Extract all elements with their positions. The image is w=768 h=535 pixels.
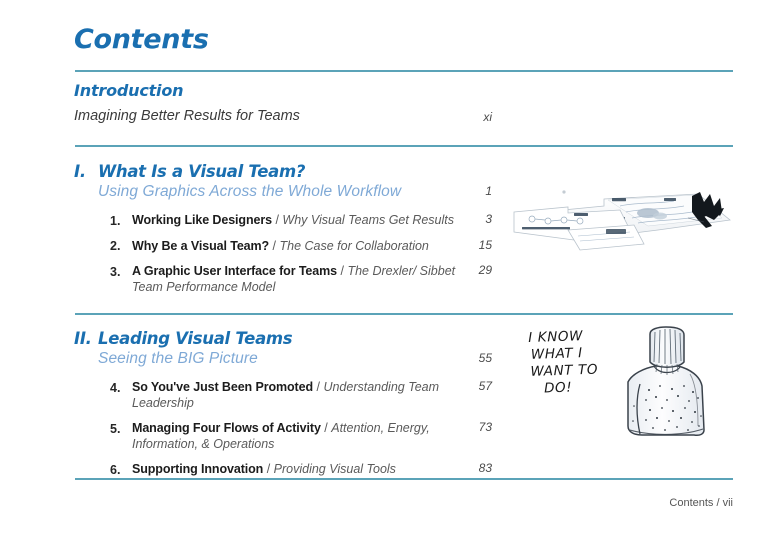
chapter-separator: / bbox=[337, 264, 348, 278]
chapter-separator: / bbox=[313, 380, 324, 394]
part-two-number: II. bbox=[74, 329, 92, 348]
chapter-number: 1. bbox=[110, 213, 121, 228]
chapter-number: 6. bbox=[110, 462, 121, 477]
chapter-title: Managing Four Flows of Activity bbox=[132, 421, 321, 435]
part-two-page-number: 55 bbox=[478, 351, 492, 365]
chapter-text bbox=[132, 379, 470, 411]
part-section-two bbox=[74, 329, 504, 487]
chapter-entry[interactable] bbox=[110, 379, 492, 411]
page-title: Contents bbox=[74, 24, 209, 55]
chapter-entry[interactable] bbox=[110, 237, 492, 255]
chapter-number: 3. bbox=[110, 264, 121, 279]
chapter-page-number: 15 bbox=[478, 237, 492, 252]
page-footer: Contents / vii bbox=[669, 497, 733, 509]
part-two-title: Leading Visual Teams bbox=[98, 329, 293, 348]
chapter-subtitle: The Case for Collaboration bbox=[279, 238, 429, 253]
chapter-page-number: 29 bbox=[478, 263, 492, 277]
chapter-separator: / bbox=[269, 238, 280, 253]
chapter-page-number: 83 bbox=[478, 461, 492, 475]
chapter-text bbox=[132, 238, 470, 254]
chapter-entry[interactable] bbox=[110, 461, 492, 478]
chapter-subtitle: Attention, Energy, Information, & Operations bbox=[132, 421, 430, 451]
chapter-page-number: 3 bbox=[485, 212, 492, 226]
stacked-chart-sheets-photo bbox=[508, 186, 738, 266]
chapter-page-number: 73 bbox=[478, 420, 492, 434]
part-one-title: What Is a Visual Team? bbox=[98, 162, 306, 181]
part-one-chapter-list bbox=[110, 212, 504, 295]
chapter-separator: / bbox=[271, 213, 283, 227]
chapter-number: 2. bbox=[110, 239, 121, 253]
divider-rule-after-introduction bbox=[75, 145, 733, 147]
chapter-text bbox=[132, 420, 470, 452]
chapter-subtitle: Providing Visual Tools bbox=[273, 462, 396, 476]
chapter-text bbox=[132, 212, 470, 228]
chapter-separator: / bbox=[263, 462, 274, 476]
part-one-heading[interactable] bbox=[74, 162, 504, 181]
part-one-page-number: 1 bbox=[485, 184, 492, 198]
part-two-chapter-list bbox=[110, 379, 504, 478]
chapter-separator: / bbox=[320, 421, 332, 435]
handwritten-line: WANT TO bbox=[530, 361, 599, 380]
chapter-title: So You've Just Been Promoted bbox=[132, 380, 314, 394]
chapter-page-number: 57 bbox=[478, 379, 492, 393]
introduction-heading[interactable]: Introduction bbox=[74, 81, 184, 100]
chapter-subtitle: Why Visual Teams Get Results bbox=[282, 213, 455, 227]
handwritten-line: DO! bbox=[543, 379, 573, 397]
introduction-subtitle[interactable]: Imagining Better Results for Teams bbox=[74, 108, 300, 124]
chapter-number: 4. bbox=[110, 380, 121, 395]
part-one-subtitle: Using Graphics Across the Whole Workflow bbox=[98, 183, 402, 200]
divider-rule-top bbox=[75, 70, 733, 72]
chapter-title: Working Like Designers bbox=[132, 213, 272, 227]
handwritten-line: I KNOW bbox=[528, 328, 584, 346]
part-section-one bbox=[74, 162, 504, 304]
chapter-title: Why Be a Visual Team? bbox=[132, 238, 270, 253]
chapter-title: A Graphic User Interface for Teams bbox=[132, 264, 338, 278]
chapter-subtitle: The Drexler/ Sibbet Team Performance Model bbox=[132, 264, 456, 294]
part-one-number: I. bbox=[74, 162, 86, 181]
part-two-heading[interactable] bbox=[74, 329, 504, 348]
person-back-view-sketch bbox=[528, 326, 718, 446]
divider-rule-after-part-one bbox=[75, 313, 733, 315]
introduction-page-number: xi bbox=[483, 110, 492, 124]
chapter-title: Supporting Innovation bbox=[132, 462, 264, 476]
chapter-entry[interactable] bbox=[110, 263, 492, 295]
part-two-subtitle: Seeing the BIG Picture bbox=[98, 350, 258, 367]
handwritten-line: WHAT I bbox=[530, 345, 583, 363]
chapter-entry[interactable] bbox=[110, 420, 492, 452]
chapter-subtitle: Understanding Team Leadership bbox=[132, 380, 440, 410]
chapter-text bbox=[132, 461, 470, 477]
chapter-entry[interactable] bbox=[110, 212, 492, 229]
chapter-text bbox=[132, 263, 470, 295]
chapter-number: 5. bbox=[110, 421, 121, 436]
